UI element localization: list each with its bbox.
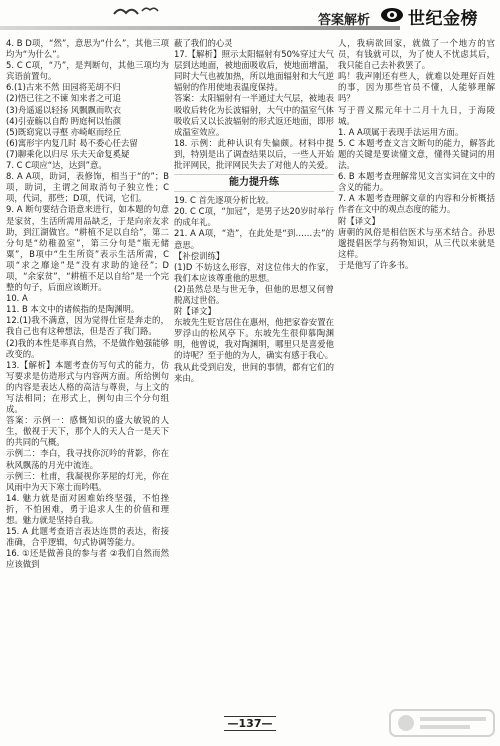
column-right	[338, 38, 495, 706]
answer-item: 17.【解析】照示太阳辐射有50%穿过大气层到达地面，被地面吸收后，使地面增温，同时大气也被加热，所以地面辐射和大气逆辐射的作用使地表温度保持。	[174, 49, 334, 93]
answer-item: (6)寓形宇内复几时 曷不委心任去留	[6, 137, 138, 148]
answer-item: 答案：示例一：感慨知识的盛大敏锐的人生，傲视于天下，那个人的天人合一是天下的共同的气概。	[6, 415, 169, 448]
answer-item: (5)既窈窕以寻壑 亦崎岖而经丘	[6, 126, 122, 137]
answer-item: 10. A	[6, 293, 28, 304]
answer-item: 15. A 此题考查语言表达连贯的表达，衔接准确，合乎逻辑，句式协调等能力。	[6, 526, 169, 548]
answer-item: 写于晋义熙元年十二月十九日，于海陵城。	[338, 104, 495, 126]
answer-item: 唐朝的风俗是相信医术与巫术结合。孙思邈提倡医学与药物知识，从三代以来就是这样。	[338, 226, 495, 259]
answer-item: (7)聊乘化以归尽 乐夫天命复奚疑	[6, 148, 130, 159]
section-title: 答案解析	[318, 13, 371, 28]
answer-item: 11. B 本文中的诸候指的是陶渊明。	[6, 304, 140, 315]
answer-item: 东坡先生贬官居住在惠州，他把家眷安置在罗浮山的松风亭下。东坡先生很仰慕陶渊明，他曾说，我对陶渊明，哪里只是喜爱他的诗呢？至于他的为人，确实有感于我心。	[174, 317, 334, 361]
answer-item: 18. 示例：此种认识有失偏颇。材料中提到，特别是出了调查结果以后，一些人开始批评网民，批评网民失去了对他人的关爱。	[174, 137, 334, 171]
answer-item: 示例二：李白，我寻找你沉吟的背影，你在秋风飘荡的月光中流连。	[6, 448, 169, 470]
column-left	[6, 38, 169, 706]
answer-item: 示例三：杜甫，我凝视你茅屋的灯光，你在风雨中为天下寒士而吟唱。	[6, 470, 169, 492]
answer-item: 附【译文】	[174, 306, 216, 317]
answer-item: 5. C 本题考查文言文断句的能力，解答此题的关键是要读懂文意，懂得关键词的用法。	[338, 137, 495, 171]
answer-item: 7. A 本题考查理解文章的内容和分析概括作者在文中的观点态度的能力。	[338, 193, 495, 215]
birds-icon	[112, 4, 164, 20]
answer-item: 呜！我声刚还有些人，就难以处理好百姓的事，因为那些官员不懂，人能够理解吗？	[338, 71, 495, 104]
answer-item: 19. C 首先逐项分析比较。	[174, 195, 274, 206]
page-number: —137—	[224, 716, 276, 731]
answer-item: 12.(1)我不满意，因为觉得仕宦是奔走的，我自己也有这种想法，但是否了我门路。	[6, 315, 169, 337]
answer-item: 【补偿训练】	[174, 250, 225, 261]
answer-item: 5. C C项，“乃”，是判断句，其他三项均为宾语前置句。	[6, 60, 169, 82]
watermark-logo-icon	[388, 706, 496, 740]
answer-item: 20. C C项，“加冠”，是男子达20岁时举行的成年礼。	[174, 206, 334, 228]
answer-item: 答案：太阳辐射有一半通过大气层，被地表吸收后转化为长波辐射，大气中的温室气体吸收后又以长波辐射的形式返还地面，即形成温室效应。	[174, 93, 334, 137]
answer-item: 附【译文】	[338, 215, 380, 226]
brand-eye-icon	[380, 6, 404, 24]
answer-item: 蔽了我们的心灵	[174, 38, 233, 48]
answer-item: 人，我病欲回家，就做了一个地方的官员，有钱就可以，为了使人不忧虑其后，我只能自己去补救罢了。	[338, 38, 495, 71]
page-header	[0, 0, 500, 36]
answer-item: 9. A 断句要结合语意来进行，如本题的句意是家贫，生活所需用品缺乏，于是向亲友求助，到江湖做官。“耕植不足以自给”，第二分句是“幼稚盈室”，第三分句是“瓶无储粟”，B项中“生生所资”表示生活所需，C项“求之靡途”是“没有求助的途径”；D项，“余家贫”，“耕植不足以自给”是一个完整的句子，后面应该断开。	[6, 204, 169, 293]
answer-item: 4. B D项，“然”，意思为“什么”，其他三项均为“为什么”。	[6, 38, 169, 60]
answer-item: (1)D 不妨这么形容，对这位伟大的作家，我们本应该尊重他的思想。	[174, 261, 334, 283]
section-heading: 能力提升练	[174, 174, 334, 192]
answer-item: 21. A A项，“造”，在此处是“到……去”的意思。	[174, 228, 334, 250]
answer-item: 1. A A项属于表现手法运用方面。	[338, 126, 464, 137]
answer-item: (2)悟已往之不谏 知来者之可追	[6, 93, 122, 104]
answer-item: 6. B 本题考查理解常见文言实词在文中的含义的能力。	[338, 171, 495, 193]
brand-name: 世纪金榜	[408, 9, 478, 29]
answer-item: (4)引壶觞以自酌 眄庭柯以怡颜	[6, 115, 122, 126]
answer-item: 于是他写了许多书。	[338, 259, 414, 270]
answer-item: 13.【解析】本题考查仿写句式的能力，仿写要求是仿造形式与内容两方面。所给例句的内容是表达人格的高洁与尊贵，与上文的写法相同；在形式上，例句由三个分句组成。	[6, 359, 169, 415]
answer-item: (2)我的本性是率真自然，不是做作勉强能够改变的。	[6, 337, 169, 359]
answer-item: 14. 魅力就是面对困难始终坚强，不怕挫折，不怕困难，勇于追求人生的价值和理想。魅力就是坚持自我。	[6, 492, 169, 526]
answer-item: (3)舟遥遥以轻扬 风飘飘而吹衣	[6, 104, 122, 115]
column-middle	[174, 38, 334, 706]
answer-item: 我从此受到启发，世间的事情，都有它们的来由。	[174, 361, 334, 383]
answer-item: 16. ①还是做善良的参与者 ②我们自然而然应该做到	[6, 548, 169, 570]
answer-item: (2)虽然总是与世无争，但他的思想又何曾脱离过世俗。	[174, 283, 334, 305]
answer-item: 7. C C项应“达，达到”意。	[6, 160, 107, 171]
answer-item: 8. A A项，助词，表修饰，相当于“的”；B项，助词，主谓之间取消句子独立性；C项，代词，那些；D项，代词，它们。	[6, 171, 169, 204]
answer-item: 6.(1)古来不然 田园将芜胡不归	[6, 82, 121, 93]
